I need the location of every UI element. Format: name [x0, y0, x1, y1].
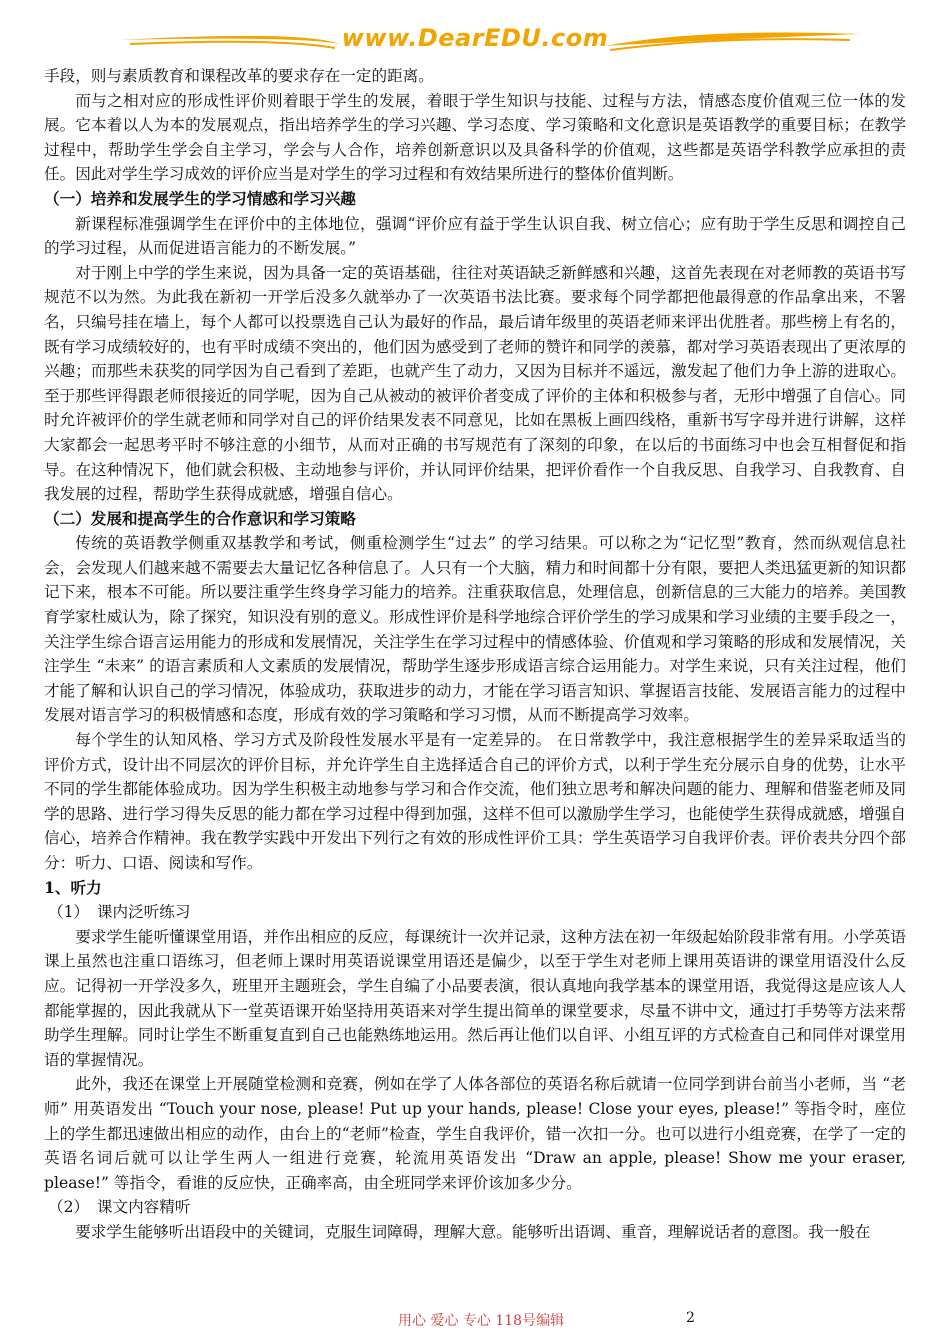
paragraph: 每个学生的认知风格、学习方式及阶段性发展水平是有一定差异的。 在日常教学中，我注意根据学生的差异采取适当的评价方式，设计出不同层次的评价目标，并允许学生自主选择适合自己的评价方式，以利于学生充分展示自身的优势，让水平不同的学生都能体验成功。因为学生积极主动地参与学习和合作交流，他们独立思考和解决问题的能力、理解和借鉴老师及同学的思路、进行学习得失反思的能力都在学习过程中得到加强，这样不但可以激励学生学习，也能使学生获得成就感，增强自信心，培养合作精神。我在教学实践中开发出下列行之有效的形成性评价工具：学生英语学习自我评价表。评价表共分四个部分：听力、口语、阅读和写作。: [44, 731, 906, 872]
paragraph: 传统的英语教学侧重双基教学和考试，侧重检测学生“过去” 的学习结果。可以称之为“记忆型”教育，然而纵观信息社会，会发现人们越来越不需要去大量记忆各种信息了。人只有一个大脑，精力和时间都十分有限，要把人类迅猛更新的知识都记下来，根本不可能。所以要注重学生终身学习能力的培养。注重获取信息，处理信息，创新信息的三大能力的培养。美国教育学家杜威认为，除了探究，知识没有别的意义。形成性评价是科学地综合评价学生的学习成果和学习业绩的主要手段之一，关注学生综合语言运用能力的形成和发展情况，关注学生在学习过程中的情感体验、价值观和学习策略的形成和发展情况，关注学生 “未来” 的语言素质和人文素质的发展情况，帮助学生逐步形成语言综合运用能力。对学生来说，只有关注过程，他们才能了解和认识自己的学习情况，体验成功，获取进步的动力，才能在学习语言知识、掌握语言技能、发展语言能力的过程中发展对语言学习的积极情感和态度，形成有效的学习策略和学习习惯，从而不断提高学习效率。: [44, 534, 906, 725]
paragraph: 要求学生能够听出语段中的关键词，克服生词障碍，理解大意。能够听出语调、重音，理解说话者的意图。我一般在: [75, 1222, 871, 1241]
paragraph: 对于刚上中学的学生来说，因为具备一定的英语基础，往往对英语缺乏新鲜感和兴趣，这首先表现在对老师教的英语书写规范不以为然。为此我在新初一开学后没多久就举办了一次英语书法比赛。要求每个同学都把他最得意的作品拿出来，不署名，只编号挂在墙上，每个人都可以投票选自己认为最好的作品，最后请年级里的英语老师来评出优胜者。那些榜上有名的，既有学习成绩较好的，也有平时成绩不突出的，他们因为感受到了老师的赞许和同学的羡慕，都对学习英语表现出了更浓厚的兴趣；而那些未获奖的同学因为自己看到了差距，也就产生了动力，又因为目标并不遥远，激发起了他们力争上游的进取心。至于那些评得跟老师很接近的同学呢，因为自己从被动的被评价者变成了评价的主体和积极参与者，无形中增强了自信心。同时允许被评价的学生就老师和同学对自己的评价结果发表不同意见，比如在黑板上画四线格，重新书写字母并进行讲解，这样大家都会一起思考平时不够注意的小细节，从而对正确的书写规范有了深刻的印象，在以后的书面练习中也会互相督促和指导。在这种情况下，他们就会积极、主动地参与评价，并认同评价结果，把评价看作一个自我反思、自我学习、自我教育、自我发展的过程，帮助学生获得成就感，增强自信心。: [44, 263, 906, 504]
paragraph: 新课程标准强调学生在评价中的主体地位，强调“评价应有益于学生认识自我、树立信心；应有助于学生反思和调控自己的学习过程，从而促进语言能力的不断发展。”: [44, 214, 906, 258]
section-heading: （一）培养和发展学生的学习情感和学习兴趣: [44, 188, 356, 208]
paragraph: 手段，则与素质教育和课程改革的要求存在一定的距离。: [44, 67, 434, 85]
document-body: [44, 64, 906, 1245]
paragraph: 而与之相对应的形成性评价则着眼于学生的发展，着眼于学生知识与技能、过程与方法，情感态度价值观三位一体的发展。它本着以人为本的发展观点，指出培养学生的学习兴趣、学习态度、学习策略和文化意识是英语教学的重要目标；在教学过程中，帮助学生学会自主学习，学会与人合作，培养创新意识以及具备科学的价值观，这些都是英语学科教学应承担的责任。因此对学生学习成效的评价应当是对学生的学习过程和有效结果所进行的整体价值判断。: [44, 91, 906, 184]
header-banner: [0, 0, 950, 68]
section-heading: 1、听力: [44, 877, 102, 897]
paragraph: 此外，我还在课堂上开展随堂检测和竞赛，例如在学了人体各部位的英语名称后就请一位同学到讲台前当小老师，当 “老师” 用英语发出 “Touch your nose, please! Put up your hands, please! Close your eyes, please!” 等指令时，座位上的学生都迅速做出相应的动作，由台上的“老师”检查，学生自我评价，错一次扣一分。也可以进行小组竞赛，在学了一定的英语名词后就可以让学生两人一组进行竞赛，轮流用英语发出 “Draw an apple, please! Show me your eraser, please!” 等指令，看谁的反应快，正确率高，由全班同学来评价该加多少分。: [44, 1075, 906, 1192]
page-footer: [0, 1310, 950, 1334]
section-heading: （二）发展和提高学生的合作意识和学习策略: [44, 508, 356, 528]
page-number: 2: [686, 1310, 695, 1326]
subsection-heading: （1） 课内泛听练习: [48, 903, 191, 922]
subsection-heading: （2） 课文内容精听: [48, 1198, 191, 1217]
footer-credit: 用心 爱心 专心 118号编辑: [398, 1313, 565, 1329]
paragraph: 要求学生能听懂课堂用语，并作出相应的反应，每课统计一次并记录，这种方法在初一年级起始阶段非常有用。小学英语课上虽然也注重口语练习，但老师上课时用英语说课堂用语还是偏少，以至于学生对老师上课用英语讲的课堂用语没什么反应。记得初一开学没多久，班里开主题班会，学生自编了小品要表演，很认真地向我学基本的课堂用语，我觉得这是应该人人都能掌握的，因此我就从下一堂英语课开始坚持用英语来对学生提出简单的课堂要求，尽量不讲中文，通过打手势等方法来帮助学生理解。同时让学生不断重复直到自己也能熟练地运用。然后再让他们以自评、小组互评的方式检查自己和同伴对课堂用语的掌握情况。: [44, 927, 906, 1069]
site-url[interactable]: www.DearEDU.com: [341, 24, 609, 52]
